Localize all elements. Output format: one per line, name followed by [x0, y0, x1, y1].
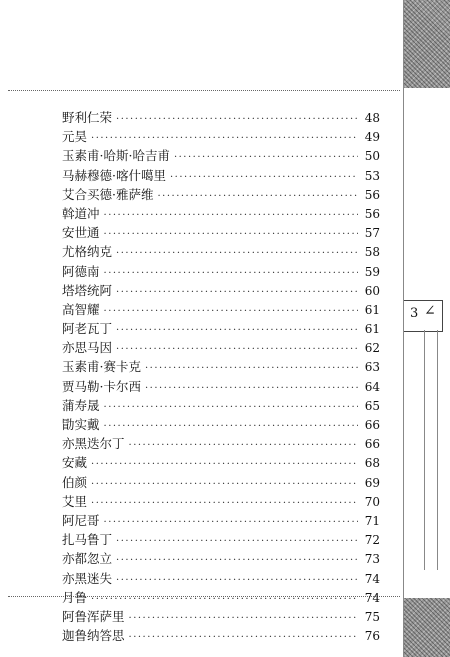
- toc-entry-title: 斡道冲: [62, 205, 100, 221]
- toc-entry[interactable]: [62, 281, 380, 300]
- toc-entry-page-number: 53: [364, 168, 380, 183]
- toc-dot-leader: [145, 359, 358, 378]
- toc-dot-leader: [104, 398, 358, 417]
- toc-entry-page-number: 66: [364, 437, 380, 452]
- toc-dot-leader: [116, 340, 358, 359]
- toc-entry-title: 月鲁: [62, 589, 88, 605]
- toc-entry-title: 野利仁荣: [62, 110, 113, 125]
- toc-dot-leader: [145, 379, 358, 398]
- toc-entry[interactable]: [62, 185, 380, 204]
- toc-dot-leader: [91, 455, 358, 474]
- toc-dot-leader: [104, 225, 358, 244]
- toc-entry-title: 高智耀: [62, 301, 100, 317]
- toc-entry[interactable]: [62, 607, 380, 626]
- toc-entry-page-number: 74: [364, 590, 380, 605]
- side-tab-mark-icon: ∠: [424, 303, 436, 319]
- toc-entry[interactable]: [62, 434, 380, 453]
- toc-entry-page-number: 73: [364, 552, 380, 567]
- toc-entry[interactable]: [62, 511, 380, 530]
- toc-entry-title: 马赫穆德·喀什噶里: [62, 167, 166, 183]
- toc-entry-page-number: 64: [364, 379, 380, 394]
- scan-edge-bottom: [404, 598, 450, 657]
- side-tab-page-number: 3: [410, 306, 419, 321]
- toc-entry-page-number: 74: [364, 571, 380, 586]
- toc-entry-page-number: 56: [364, 187, 380, 202]
- toc-entry-page-number: 56: [364, 206, 380, 221]
- toc-entry-page-number: 50: [364, 149, 380, 164]
- toc-entry-title: 扎马鲁丁: [62, 532, 113, 548]
- scan-edge-top: [404, 0, 450, 88]
- toc-entry[interactable]: [62, 319, 380, 338]
- toc-entry-page-number: 75: [364, 609, 380, 624]
- toc-dot-leader: [116, 551, 358, 570]
- toc-entry[interactable]: [62, 549, 380, 568]
- toc-dot-leader: [157, 187, 358, 206]
- toc-entry-title: 尤格纳克: [62, 244, 113, 260]
- toc-dot-leader: [116, 321, 358, 340]
- toc-entry-page-number: 59: [364, 264, 380, 279]
- toc-entry-page-number: 76: [364, 629, 380, 644]
- toc-entry-title: 塔塔统阿: [62, 282, 113, 298]
- toc-entry[interactable]: [62, 530, 380, 549]
- toc-entry[interactable]: [62, 262, 380, 281]
- toc-entry[interactable]: [62, 357, 380, 376]
- toc-dot-leader: [116, 532, 358, 551]
- toc-entry[interactable]: [62, 223, 380, 242]
- toc-entry[interactable]: [62, 300, 380, 319]
- toc-entry[interactable]: [62, 108, 380, 127]
- toc-entry-title: 元昊: [62, 129, 88, 145]
- toc-entry[interactable]: [62, 569, 380, 588]
- toc-entry-title: 玉素甫·哈斯·哈吉甫: [62, 148, 170, 164]
- toc-entry-title: 安藏: [62, 455, 88, 471]
- toc-entry-page-number: 62: [364, 341, 380, 356]
- toc-entry-title: 玉素甫·赛卡克: [62, 359, 141, 375]
- toc-entry-page-number: 71: [364, 513, 380, 528]
- toc-entry[interactable]: [62, 204, 380, 223]
- toc-dot-leader: [116, 283, 358, 302]
- toc-dot-leader: [104, 417, 358, 436]
- toc-entry-title: 亦黑迭尔丁: [62, 436, 125, 452]
- toc-dot-leader: [91, 475, 358, 494]
- toc-entry-title: 亦黑迷失: [62, 570, 113, 586]
- toc-dot-leader: [116, 110, 358, 129]
- toc-entry-title: 阿鲁浑萨里: [62, 608, 125, 624]
- toc-entry-title: 亦都忽立: [62, 551, 113, 567]
- toc-entry[interactable]: [62, 626, 380, 645]
- toc-dot-leader: [91, 590, 358, 609]
- toc-entry-title: 迦鲁纳答思: [62, 628, 125, 644]
- toc-entry[interactable]: [62, 492, 380, 511]
- toc-entry-title: 伯颜: [62, 474, 88, 490]
- toc-entry-title: 艾合买德·雅萨维: [62, 186, 154, 202]
- toc-entry-page-number: 63: [364, 360, 380, 375]
- toc-dot-leader: [104, 264, 358, 283]
- toc-entry-page-number: 58: [364, 245, 380, 260]
- toc-entry-title: 阿尼哥: [62, 512, 100, 528]
- toc-dot-leader: [129, 436, 358, 455]
- toc-entry-page-number: 70: [364, 494, 380, 509]
- toc-entry-title: 安世通: [62, 225, 100, 241]
- top-rule: [8, 90, 400, 91]
- side-margin-lines: [424, 330, 438, 570]
- toc-entry-page-number: 49: [364, 130, 380, 145]
- toc-entry-page-number: 68: [364, 456, 380, 471]
- table-of-contents: [62, 108, 380, 645]
- toc-dot-leader: [170, 168, 358, 187]
- toc-entry[interactable]: [62, 166, 380, 185]
- toc-entry-page-number: 48: [364, 111, 380, 125]
- toc-entry[interactable]: [62, 396, 380, 415]
- toc-entry-title: 蒲寿晟: [62, 397, 100, 413]
- toc-dot-leader: [129, 628, 358, 647]
- toc-entry-page-number: 72: [364, 533, 380, 548]
- toc-entry-title: 勖实戴: [62, 417, 100, 432]
- toc-entry[interactable]: [62, 453, 380, 472]
- toc-entry-page-number: 61: [364, 322, 380, 337]
- toc-entry[interactable]: [62, 242, 380, 261]
- toc-dot-leader: [116, 571, 358, 590]
- toc-entry-page-number: 66: [364, 418, 380, 432]
- toc-entry-page-number: 65: [364, 398, 380, 413]
- toc-entry[interactable]: [62, 473, 380, 492]
- toc-entry[interactable]: [62, 588, 380, 607]
- toc-entry-page-number: 69: [364, 475, 380, 490]
- toc-dot-leader: [104, 302, 358, 321]
- toc-dot-leader: [174, 148, 358, 167]
- toc-entry-title: 亦思马因: [62, 340, 113, 356]
- toc-entry-title: 贾马勒·卡尔西: [62, 378, 141, 394]
- toc-entry-page-number: 57: [364, 226, 380, 241]
- toc-dot-leader: [91, 494, 358, 513]
- toc-entry-page-number: 60: [364, 283, 380, 298]
- toc-dot-leader: [129, 609, 358, 628]
- toc-entry-title: 阿德南: [62, 263, 100, 279]
- toc-dot-leader: [104, 513, 358, 532]
- toc-dot-leader: [104, 206, 358, 225]
- toc-entry-title: 阿老瓦丁: [62, 321, 113, 337]
- toc-entry[interactable]: [62, 415, 380, 434]
- toc-entry-page-number: 61: [364, 302, 380, 317]
- toc-dot-leader: [116, 244, 358, 263]
- toc-entry[interactable]: [62, 338, 380, 357]
- toc-entry[interactable]: [62, 127, 380, 146]
- toc-entry[interactable]: [62, 146, 380, 165]
- toc-entry-title: 艾里: [62, 493, 88, 509]
- toc-entry[interactable]: [62, 377, 380, 396]
